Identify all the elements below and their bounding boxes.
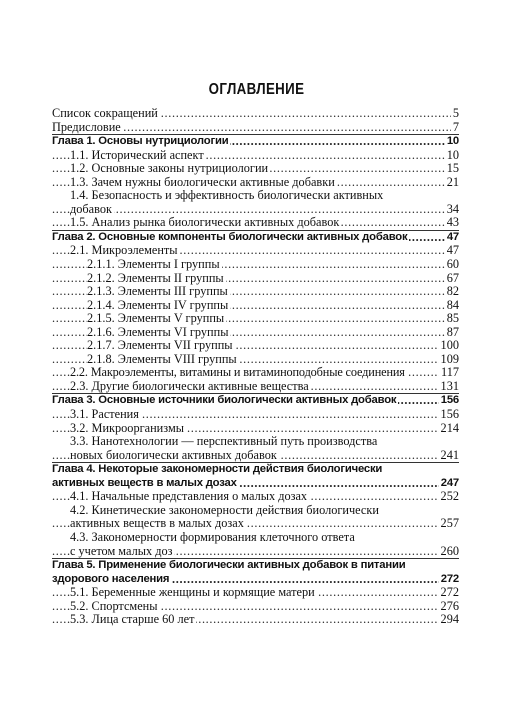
toc-entry: [52, 216, 459, 230]
toc-entry: [52, 504, 459, 518]
toc-chapter-text: активных веществ в малых дозах: [52, 476, 237, 489]
toc-chapter: [52, 559, 459, 573]
toc-entry: [52, 203, 459, 217]
toc-entry: [52, 149, 459, 163]
toc-entry-page: 82: [446, 284, 459, 299]
toc-entry-page: 60: [446, 257, 459, 272]
toc-entry-page: 257: [440, 516, 459, 531]
toc-chapter-page: 247: [440, 476, 459, 489]
toc-entry: [52, 176, 459, 190]
toc-entry: [52, 326, 459, 340]
toc-chapter: [52, 135, 459, 149]
toc-entry-text: 4.2. Кинетические закономерности действия биологически: [70, 502, 379, 517]
toc-entry: [52, 517, 459, 531]
toc-chapter: [52, 477, 459, 491]
toc-entry-page: 34: [446, 201, 459, 216]
toc-entry: [52, 285, 459, 299]
toc-entry-page: 67: [446, 270, 459, 285]
toc-entry-text: 2.1.5. Элементы V группы: [87, 311, 225, 326]
toc-entry-text: Предисловие: [52, 119, 121, 134]
toc-entry-text: 2.1.6. Элементы VI группы: [87, 324, 229, 339]
toc-chapter: [52, 394, 459, 408]
toc-entry-text: 2.1.1. Элементы I группы: [87, 257, 220, 272]
toc-entry-page: 252: [440, 489, 459, 504]
toc-entry-page: 84: [446, 297, 459, 312]
toc-entry-text: 1.3. Зачем нужны биологически активные добавки: [70, 174, 335, 189]
toc-chapter-text: Глава 3. Основные источники биологически активных добавок: [52, 394, 397, 407]
toc-entry-text: 2.1.4. Элементы IV группы: [87, 297, 229, 312]
toc-chapter-text: Глава 4. Некоторые закономерности действия биологически: [52, 463, 383, 476]
toc-entry: [52, 258, 459, 272]
toc-entry-page: 117: [441, 365, 459, 380]
toc-entry-text: 2.1.8. Элементы VIII группы: [87, 351, 237, 366]
toc-entry-page: 47: [446, 243, 459, 258]
toc-chapter-text: здорового населения: [52, 572, 170, 585]
toc-entry: [52, 162, 459, 176]
toc-entry: [52, 121, 459, 135]
toc-chapter-page: 10: [446, 135, 459, 148]
toc-entry: [52, 380, 459, 394]
toc-entry: [52, 531, 459, 545]
toc-entry: [52, 490, 459, 504]
toc-entry-text: 2.1. Микроэлементы: [70, 243, 178, 258]
toc-entry: [52, 586, 459, 600]
toc-entry-text: 4.3. Закономерности формирования клеточного ответа: [70, 529, 355, 544]
toc-entry: [52, 422, 459, 436]
toc-chapter-text: Глава 2. Основные компоненты биологически активных добавок: [52, 230, 408, 243]
toc-entry: [52, 435, 459, 449]
toc-entry: [52, 545, 459, 559]
toc-entry-text: 2.3. Другие биологически активные вещества: [70, 378, 309, 393]
toc-entry: [52, 312, 459, 326]
toc-entry-page: 241: [440, 447, 459, 462]
toc-entry: [52, 272, 459, 286]
toc-entry-page: 43: [446, 215, 459, 230]
toc-entry: [52, 244, 459, 258]
toc-entry: [52, 366, 459, 380]
toc-entry-page: 21: [446, 174, 459, 189]
toc-chapter-page: 47: [446, 230, 459, 243]
toc-entry-text: с учетом малых доз: [70, 543, 173, 558]
toc-entry: [52, 299, 459, 313]
toc-chapter-text: Глава 5. Применение биологически активных добавок в питании: [52, 559, 406, 572]
toc-entry: [52, 408, 459, 422]
toc-chapter: [52, 463, 459, 477]
toc-entry-text: 1.1. Исторический аспект: [70, 147, 204, 162]
toc-entry-page: 87: [446, 324, 459, 339]
toc-entry-text: 2.2. Макроэлементы, витамины и витаминоподобные соединения: [70, 365, 405, 380]
toc-entry-text: 3.3. Нанотехнологии — перспективный путь производства: [70, 434, 378, 449]
toc-entry-page: 156: [440, 407, 459, 422]
toc-entry-text: 1.4. Безопасность и эффективность биологически активных: [70, 188, 384, 203]
toc-entry-page: 15: [446, 161, 459, 176]
toc-entry-text: активных веществ в малых дозах: [70, 516, 244, 531]
toc-entry: [52, 613, 459, 627]
toc-entry-page: 100: [440, 338, 459, 353]
toc-entry: [52, 339, 459, 353]
toc-entry-text: Список сокращений: [52, 106, 158, 120]
toc-entry-text: новых биологически активных добавок: [70, 447, 277, 462]
toc-entry-text: 1.2. Основные законы нутрициологии: [70, 161, 269, 176]
toc-entry: [52, 189, 459, 203]
toc-entry: [52, 353, 459, 367]
toc-chapter: [52, 231, 459, 245]
toc-chapter: [52, 573, 459, 587]
toc-entry-text: добавок: [70, 201, 112, 216]
toc-entry-text: 5.3. Лица старше 60 лет: [70, 612, 195, 627]
toc-entry-page: 109: [440, 351, 459, 366]
toc-entry: [52, 600, 459, 614]
toc-entry: [52, 107, 459, 121]
toc-entry-page: 260: [440, 543, 459, 558]
toc-entry-page: 7: [452, 119, 459, 134]
toc-entry-text: 4.1. Начальные представления о малых дозах: [70, 489, 308, 504]
toc-entry-page: 276: [440, 598, 459, 613]
toc-chapter-page: 156: [440, 394, 459, 407]
toc-entry-page: 294: [440, 612, 459, 627]
toc-entry-text: 2.1.3. Элементы III группы: [87, 284, 228, 299]
toc-chapter-page: 272: [440, 572, 459, 585]
toc-entry-page: 85: [446, 311, 459, 326]
toc-entry-text: 1.5. Анализ рынка биологически активных добавок: [70, 215, 340, 230]
toc-entry: [52, 449, 459, 463]
toc-entry-text: 5.2. Спортсмены: [70, 598, 158, 613]
toc-entry-text: 3.2. Микроорганизмы: [70, 420, 184, 435]
toc-entry-page: 272: [440, 585, 459, 600]
toc-entry-text: 3.1. Растения: [70, 407, 139, 422]
toc-entry-text: 2.1.7. Элементы VII группы: [87, 338, 233, 353]
toc-entry-text: 2.1.2. Элементы II группы: [87, 270, 224, 285]
toc-entry-text: 5.1. Беременные женщины и кормящие матери: [70, 585, 315, 600]
toc-entry-page: 10: [446, 147, 459, 162]
table-of-contents: [52, 107, 459, 627]
toc-entry-page: 131: [440, 378, 459, 393]
toc-entry-page: 214: [440, 420, 459, 435]
page-title: ОГЛАВЛЕНИЕ: [208, 81, 305, 98]
toc-chapter-text: Глава 1. Основы нутрициологии: [52, 135, 229, 148]
toc-entry-page: 5: [452, 106, 459, 120]
